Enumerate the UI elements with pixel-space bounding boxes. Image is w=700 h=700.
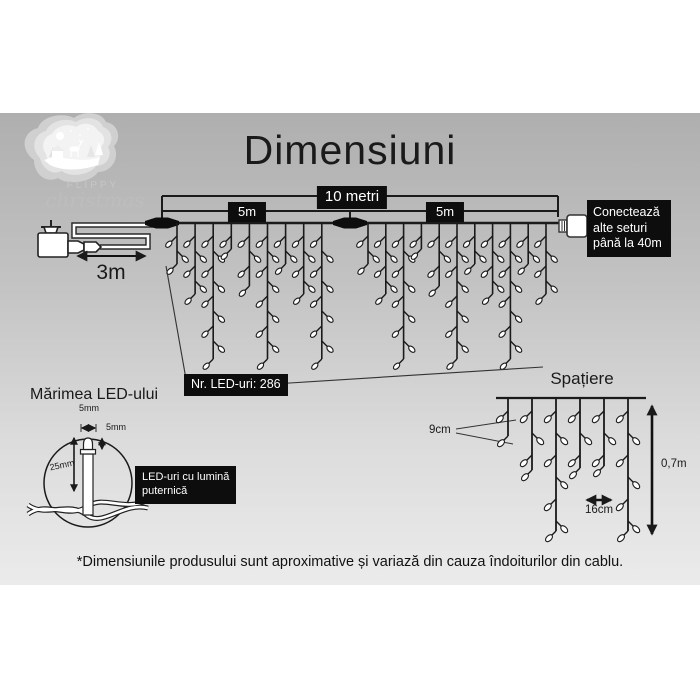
main-string bbox=[145, 215, 587, 237]
led-count-label: Nr. LED-uri: 286 bbox=[184, 374, 288, 396]
half-length-label-left: 5m bbox=[228, 202, 266, 222]
connector-note-line: până la 40m bbox=[593, 236, 662, 251]
page-title: Dimensiuni bbox=[243, 127, 457, 173]
moon-icon bbox=[56, 132, 64, 140]
led-brightness-note bbox=[135, 466, 236, 504]
led-brightness-note-line: puternică bbox=[142, 484, 188, 497]
footer-disclaimer: *Dimensiunile produsului sunt aproximative și variază din cauza îndoiturilor din cablu. bbox=[76, 554, 624, 570]
logo-illustration bbox=[25, 113, 119, 182]
drop-gap-label: 16cm bbox=[584, 504, 614, 516]
led-gap-label: 9cm bbox=[429, 424, 451, 436]
lead-cable-and-plug bbox=[38, 220, 158, 257]
led-size-heading: Mărimea LED-ului bbox=[30, 386, 159, 403]
total-length-label: 10 metri bbox=[317, 186, 387, 209]
drop-length-label: 0,7m bbox=[661, 458, 687, 470]
icicle-drops bbox=[165, 223, 559, 370]
led-width-label: 5mm bbox=[79, 403, 99, 413]
logo-brand-text: FLIPPY bbox=[66, 180, 120, 191]
half-length-label-right: 5m bbox=[426, 202, 464, 222]
led-brightness-note-line: LED-uri cu lumină bbox=[142, 471, 230, 483]
spacing-icicle-drops bbox=[495, 398, 641, 543]
led-size-diagram bbox=[28, 424, 148, 527]
led-dome-label: 5mm bbox=[106, 422, 126, 432]
cable-joint-icon bbox=[333, 218, 367, 229]
led-gap-pointers bbox=[456, 420, 516, 444]
end-connector-icon bbox=[559, 215, 587, 237]
logo-script-text: christmas bbox=[45, 188, 145, 212]
connector-note-line: Conectează bbox=[593, 205, 660, 219]
connector-note bbox=[587, 200, 671, 257]
led-bulb-icon bbox=[81, 438, 96, 515]
led-length-label: 25mm bbox=[48, 457, 76, 473]
led-count-pointers bbox=[166, 266, 543, 384]
connector-note-line: alte seturi bbox=[593, 220, 648, 235]
lead-length-label: 3m bbox=[96, 261, 126, 284]
spacing-heading: Spațiere bbox=[550, 369, 614, 388]
